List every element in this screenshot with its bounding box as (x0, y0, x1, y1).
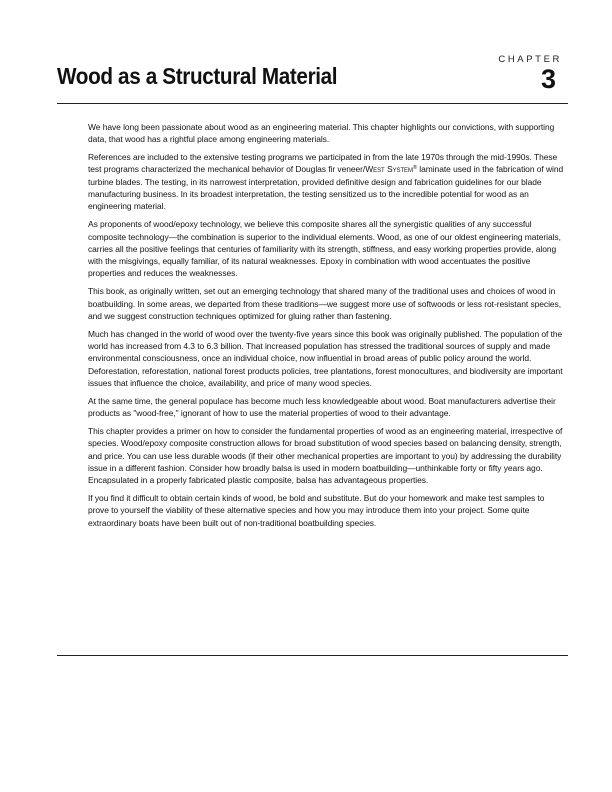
paragraph-5: Much has changed in the world of wood over the twenty-five years since this book was originally published. The population of the world has increased from 4.3 to 6.3 billion. That increased population has stressed the traditional sources of supply and made environmental consciousness, once an individual choice, now influential in broad areas of public policy around the world. Deforestation, reforestation, national forest products policies, tree plantations, forest monocultures, and biodiversity are important issues that influence the choice, availability, and price of many wood species. (88, 328, 563, 389)
paragraph-2-end: laminate used in the fabrication of wind turbine blades. The testing, in its narrowest interpretation, provided definitive design and fabrication guidelines for our blade manufacturing business. In its broadest interpretation, the testing sensitized us to the incredible potential for wood as an engineering material. (88, 164, 564, 212)
body-text (88, 121, 565, 535)
paragraph-2-start: References are included to the extensive testing programs we participated in from the late 1970s through the mid-1990s. These test programs characterized the mechanical behavior of Douglas fir veneer/ (88, 152, 558, 175)
page-title: Wood as a Structural Material (57, 63, 338, 89)
chapter-label: CHAPTER (498, 54, 562, 65)
paragraph-6: At the same time, the general populace has become much less knowledgeable about wood. Boat manufacturers advertise their products as "wood-free," ignorant of how to use the material properties of wood to their advantage. (88, 395, 556, 419)
paragraph-4: This book, as originally written, set out an emerging technology that shared many of the traditional uses and choices of wood in boatbuilding. In some areas, we departed from these traditions—we suggest more use of softwoods or less rot-resistant species, and we suggest construction techniques optimized for gluing rather than fastening. (88, 286, 562, 321)
west-system-brand: West System (365, 164, 413, 175)
paragraph-1: We have long been passionate about wood as an engineering material. This chapter highlights our convictions, with supporting data, that wood has a rightful place among engineering materials. (88, 122, 555, 145)
chapter-number: 3 (540, 64, 556, 94)
top-rule (57, 103, 568, 104)
paragraph-8: If you find it difficult to obtain certain kinds of wood, be bold and substitute. But do your homework and make test samples to prove to yourself the viability of these alternative species and how you may introduce them into your project. Some quite extraordinary boats have been built out of non-traditional boatbuilding species. (88, 493, 545, 528)
bottom-rule (57, 655, 568, 656)
paragraph-7: This chapter provides a primer on how to consider the fundamental properties of wood as an engineering material, irrespective of species. Wood/epoxy composite construction allows for broad substitution of wood species based on balancing density, strength, and price. You can use less durable woods (if their other mechanical properties are important to you) by addressing the durability issue in a different fashion. Consider how broadly balsa is used in modern boatbuilding—unthinkable forty or fifty years ago. Encapsulated in a properly fabricated plastic composite, balsa has advantageous properties. (88, 426, 563, 486)
registered-mark: ® (412, 165, 417, 172)
paragraph-2 (88, 151, 565, 212)
paragraph-3: As proponents of wood/epoxy technology, we believe this composite shares all the synergistic qualities of any successful composite technology—the combination is superior to the individual elements. Wood, as one of our oldest engineering materials, carries all the positive feelings that centuries of familiarity with its strength, stiffness, and easy working properties provide, along with the misgivings, equally familiar, of its natural weaknesses. Epoxy in combination with wood accentuates the positive properties and reduces the weaknesses. (88, 219, 561, 279)
